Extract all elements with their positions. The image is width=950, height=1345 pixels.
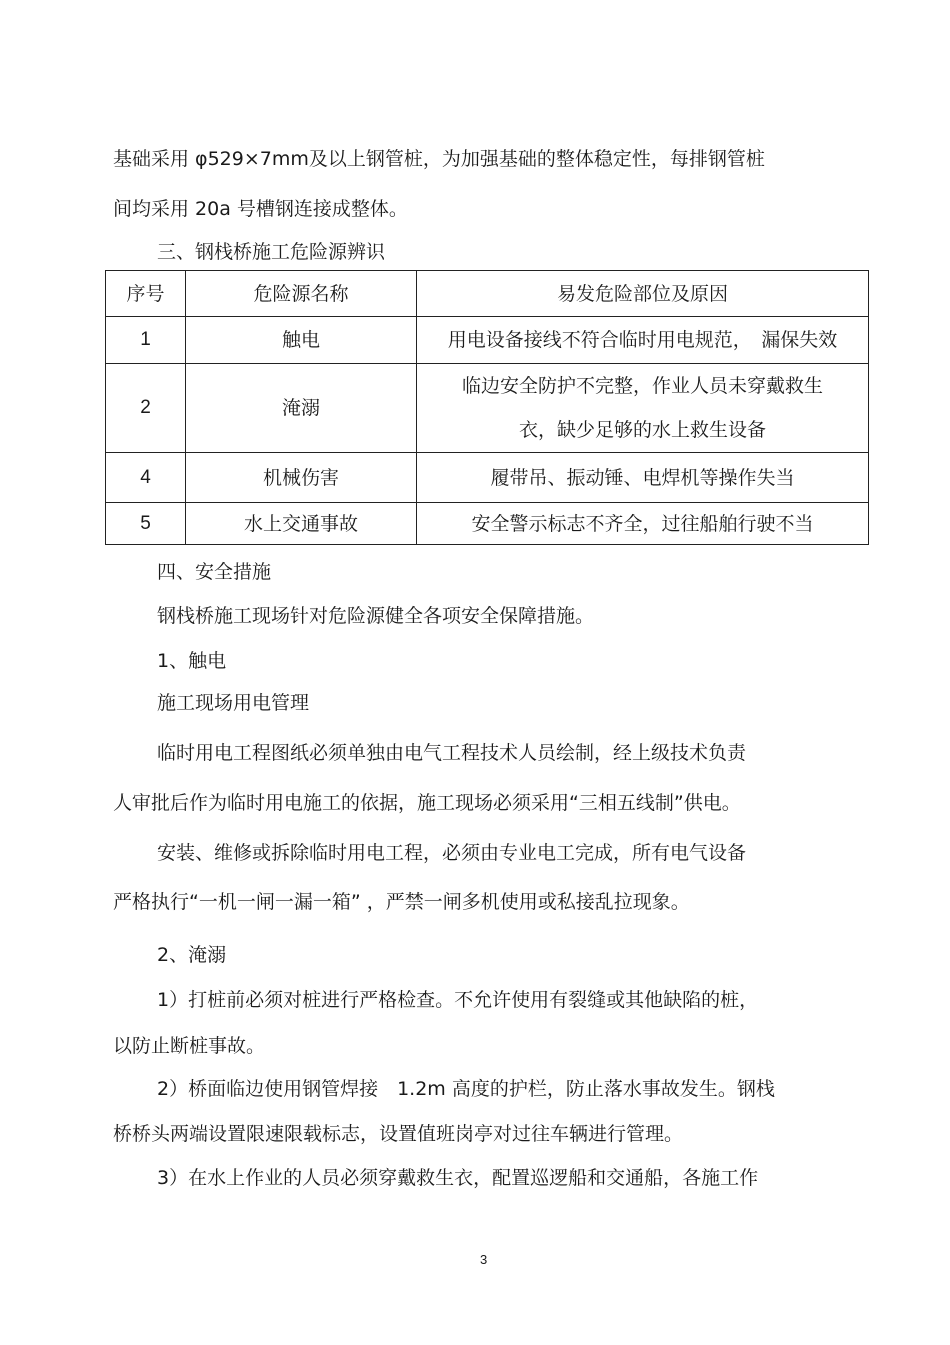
paragraph-line: 临时用电工程图纸必须单独由电气工程技术人员绘制，经上级技术负责 (157, 742, 747, 764)
hazard-table (105, 270, 869, 545)
paragraph-line: 桥桥头两端设置限速限载标志，设置值班岗亭对过往车辆进行管理。 (113, 1123, 684, 1145)
page-number: 3 (480, 1252, 488, 1267)
row-cause (417, 364, 869, 453)
intro-line-2: 间均采用 20a 号槽钢连接成整体。 (113, 198, 408, 220)
paragraph-line: 1）打桩前必须对桩进行严格检查。不允许使用有裂缝或其他缺陷的桩， (157, 989, 759, 1011)
section-4-heading: 四、安全措施 (157, 561, 272, 583)
paragraph-line: 严格执行“一机一闸一漏一箱” ，严禁一闸多机使用或私接乱拉现象。 (113, 891, 690, 913)
paragraph-line: 以防止断桩事故。 (113, 1035, 266, 1057)
intro-line-1: 基础采用 φ529×7mm及以上钢管桩，为加强基础的整体稳定性，每排钢管桩 (113, 148, 765, 170)
row-no: 2 (106, 364, 186, 453)
row-no: 5 (106, 503, 186, 545)
paragraph: 钢栈桥施工现场针对危险源健全各项安全保障措施。 (157, 605, 595, 627)
row-cause: 用电设备接线不符合临时用电规范， 漏保失效 (417, 317, 869, 364)
table-row (106, 317, 869, 364)
subheading-electric-shock: 1、触电 (157, 650, 227, 672)
row-cause: 安全警示标志不齐全，过往船舶行驶不当 (417, 503, 869, 545)
subheading-drowning: 2、淹溺 (157, 944, 227, 966)
table-row (106, 453, 869, 503)
row-hazard-name: 淹溺 (186, 364, 417, 453)
row-cause-line: 临边安全防护不完整，作业人员未穿戴救生 (461, 375, 823, 397)
header-cause: 易发危险部位及原因 (417, 271, 869, 317)
row-hazard-name: 机械伤害 (186, 453, 417, 503)
paragraph-line: 人审批后作为临时用电施工的依据，施工现场必须采用“三相五线制”供电。 (113, 792, 741, 814)
row-no: 4 (106, 453, 186, 503)
section-3-heading: 三、钢栈桥施工危险源辨识 (157, 241, 386, 263)
subheading-title: 施工现场用电管理 (157, 692, 310, 714)
header-hazard-name: 危险源名称 (186, 271, 417, 317)
row-no: 1 (106, 317, 186, 364)
header-no: 序号 (106, 271, 186, 317)
table-header-row (106, 271, 869, 317)
paragraph-line: 2）桥面临边使用钢管焊接 1.2m 高度的护栏，防止落水事故发生。钢栈 (157, 1078, 775, 1100)
table-row (106, 503, 869, 545)
paragraph-line: 3）在水上作业的人员必须穿戴救生衣，配置巡逻船和交通船，各施工作 (157, 1167, 759, 1189)
row-cause-line: 衣，缺少足够的水上救生设备 (518, 419, 766, 441)
row-hazard-name: 触电 (186, 317, 417, 364)
table-row (106, 364, 869, 453)
row-hazard-name: 水上交通事故 (186, 503, 417, 545)
row-cause: 履带吊、振动锤、电焊机等操作失当 (417, 453, 869, 503)
paragraph-line: 安装、维修或拆除临时用电工程，必须由专业电工完成，所有电气设备 (157, 842, 747, 864)
